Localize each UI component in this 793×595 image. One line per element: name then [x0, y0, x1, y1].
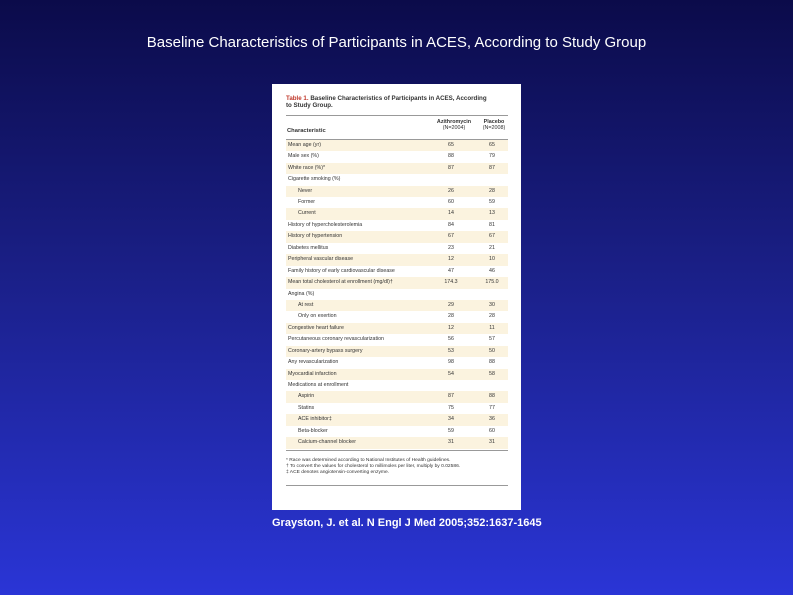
row-label: Statins	[298, 404, 315, 411]
row-placebo-value: 58	[489, 370, 495, 377]
table-bottom-rule	[286, 450, 508, 451]
row-label: Current	[298, 210, 316, 217]
row-azithromycin-value: 29	[448, 301, 454, 308]
row-label: History of hypertension	[288, 233, 343, 240]
row-placebo-value: 81	[489, 221, 495, 228]
row-azithromycin-value: 87	[448, 393, 454, 400]
row-placebo-value: 60	[489, 427, 495, 434]
table-row	[286, 254, 508, 265]
table-row	[286, 243, 508, 254]
row-label: Diabetes mellitus	[288, 244, 329, 251]
row-label: Any revascularization	[288, 359, 339, 366]
row-label: History of hypercholesterolemia	[288, 221, 363, 228]
row-azithromycin-value: 23	[448, 244, 454, 251]
header-placebo-label: Placebo	[483, 118, 505, 125]
table-row	[286, 163, 508, 174]
row-placebo-value: 50	[489, 347, 495, 354]
row-azithromycin-value: 87	[448, 164, 454, 171]
table-row	[286, 140, 508, 151]
row-placebo-value: 175.0	[485, 279, 499, 286]
row-azithromycin-value: 31	[448, 439, 454, 446]
table-row	[286, 311, 508, 322]
row-azithromycin-value: 67	[448, 233, 454, 240]
table-row	[286, 266, 508, 277]
row-label: Congestive heart failure	[288, 324, 344, 331]
row-azithromycin-value: 54	[448, 370, 454, 377]
row-azithromycin-value: 174.3	[444, 279, 458, 286]
row-label: Mean total cholesterol at enrollment (mg/dl)†	[288, 279, 393, 286]
table-image	[272, 84, 521, 510]
row-placebo-value: 77	[489, 404, 495, 411]
table-row	[286, 277, 508, 288]
slide-title: Baseline Characteristics of Participants in ACES, According to Study Group	[146, 34, 647, 51]
row-azithromycin-value: 88	[448, 153, 454, 160]
row-label: Calcium-channel blocker	[298, 439, 356, 446]
header-characteristic: Characteristic	[287, 127, 326, 134]
row-label: Percutaneous coronary revascularization	[288, 336, 384, 343]
citation: Grayston, J. et al. N Engl J Med 2005;352:1637-1645	[272, 517, 542, 529]
row-azithromycin-value: 47	[448, 267, 454, 274]
table-row	[286, 151, 508, 162]
table-header	[286, 115, 508, 140]
table-row	[286, 369, 508, 380]
table-row	[286, 300, 508, 311]
table-row	[286, 437, 508, 448]
table-row	[286, 197, 508, 208]
header-placebo	[474, 119, 514, 132]
row-azithromycin-value: 56	[448, 336, 454, 343]
row-azithromycin-value: 60	[448, 199, 454, 205]
table-caption-text: Baseline Characteristics of Participants in ACES, According to Study Group.	[286, 95, 487, 110]
row-azithromycin-value: 34	[448, 416, 454, 423]
row-azithromycin-value: 84	[448, 221, 454, 228]
header-azithromycin	[434, 119, 474, 132]
table-row	[286, 380, 508, 391]
row-placebo-value: 88	[489, 393, 495, 400]
row-azithromycin-value: 28	[448, 313, 454, 320]
row-label: Cigarette smoking (%)	[288, 176, 341, 183]
row-placebo-value: 57	[489, 336, 495, 343]
row-label: At rest	[298, 301, 314, 308]
row-azithromycin-value: 12	[448, 256, 454, 263]
row-label: Peripheral vascular disease	[288, 256, 354, 263]
row-azithromycin-value: 59	[448, 427, 454, 434]
row-azithromycin-value: 98	[448, 359, 454, 366]
row-azithromycin-value: 12	[448, 324, 454, 331]
row-placebo-value: 46	[489, 267, 495, 274]
row-label: Angina (%)	[288, 290, 315, 297]
row-label: Medications at enrollment	[288, 382, 349, 388]
table-row	[286, 220, 508, 231]
header-placebo-n: (N=2008)	[482, 125, 506, 132]
table-row	[286, 346, 508, 357]
row-placebo-value: 31	[489, 439, 495, 446]
row-label: Former	[298, 199, 316, 205]
row-label: Family history of early cardiovascular disease	[288, 267, 395, 274]
row-label: Never	[298, 187, 313, 194]
row-label: Coronary-artery bypass surgery	[288, 347, 363, 354]
footnote: † To convert the values for cholesterol to millimoles per liter, multiply by 0.02586.	[286, 464, 461, 470]
row-label: Aspirin	[298, 393, 315, 400]
row-placebo-value: 59	[489, 199, 495, 205]
footnote: * Race was determined according to National Institutes of Health guidelines.	[286, 457, 451, 463]
row-azithromycin-value: 75	[448, 404, 454, 411]
table-body	[286, 140, 508, 449]
row-placebo-value: 65	[489, 141, 495, 148]
table-caption	[286, 95, 492, 110]
table-row	[286, 208, 508, 219]
row-label: Male sex (%)	[288, 153, 319, 160]
header-azithromycin-label: Azithromycin	[436, 118, 472, 125]
row-label: Beta-blocker	[298, 427, 328, 434]
table-row	[286, 414, 508, 425]
table-row	[286, 323, 508, 334]
table-row	[286, 186, 508, 197]
table-row	[286, 357, 508, 368]
row-placebo-value: 30	[489, 301, 495, 308]
table-row	[286, 403, 508, 414]
row-placebo-value: 28	[489, 313, 495, 320]
table-row	[286, 289, 508, 300]
row-placebo-value: 10	[489, 256, 495, 263]
table-end-rule	[286, 485, 508, 486]
row-placebo-value: 87	[489, 164, 495, 171]
row-placebo-value: 79	[489, 153, 495, 160]
row-azithromycin-value: 14	[448, 210, 454, 217]
row-placebo-value: 36	[489, 416, 495, 423]
row-placebo-value: 28	[489, 187, 495, 194]
row-azithromycin-value: 53	[448, 347, 454, 354]
row-label: ACE inhibitor‡	[298, 416, 332, 423]
row-placebo-value: 13	[489, 210, 495, 217]
row-placebo-value: 21	[489, 244, 495, 251]
row-placebo-value: 88	[489, 359, 495, 366]
table-row	[286, 231, 508, 242]
header-azithromycin-n: (N=2004)	[442, 125, 466, 132]
row-azithromycin-value: 65	[448, 141, 454, 148]
table-caption-number: Table 1.	[286, 95, 309, 102]
row-label: White race (%)*	[288, 164, 326, 171]
table-row	[286, 391, 508, 402]
table-row	[286, 334, 508, 345]
row-label: Mean age (yr)	[288, 141, 321, 148]
table-footnotes	[286, 458, 504, 477]
row-label: Myocardial infarction	[288, 370, 337, 377]
table-row	[286, 426, 508, 437]
row-label: Only on exertion	[298, 313, 337, 320]
table-row	[286, 174, 508, 185]
footnote: ‡ ACE denotes angiotensin-converting enzyme.	[286, 470, 390, 476]
row-placebo-value: 67	[489, 233, 495, 240]
row-placebo-value: 11	[489, 324, 495, 331]
row-azithromycin-value: 26	[448, 187, 454, 194]
